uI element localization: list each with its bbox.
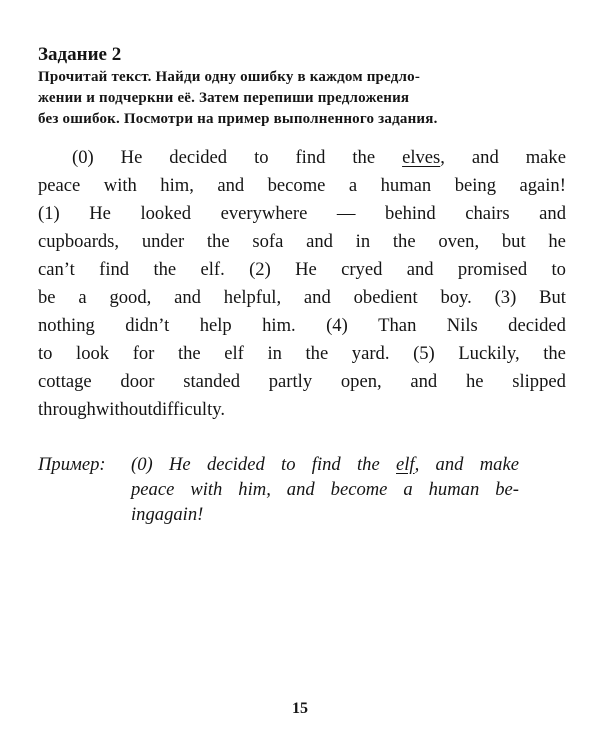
word: again!	[519, 175, 566, 196]
word: and	[410, 371, 438, 392]
word: make	[525, 147, 566, 168]
word: to	[38, 343, 53, 364]
word: but	[501, 231, 526, 252]
word: slipped	[512, 371, 566, 392]
word: with	[190, 479, 223, 500]
word: elf.	[200, 259, 225, 280]
instruction-line: Прочитай текст. Найди одну ошибку в каждом предло-	[38, 69, 421, 85]
word: in	[267, 343, 282, 364]
word: everywhere	[220, 203, 308, 224]
word: he	[548, 231, 566, 252]
word: He	[295, 259, 317, 280]
word: decided	[169, 147, 228, 168]
word: He	[89, 203, 111, 224]
text-line	[38, 312, 566, 340]
word: behind	[385, 203, 436, 224]
word: door	[120, 371, 155, 392]
word: the	[153, 259, 177, 280]
word: and	[406, 259, 434, 280]
example-line	[131, 452, 519, 477]
word: (1)	[38, 203, 60, 224]
word: peace	[131, 479, 175, 500]
word: yard.	[351, 343, 390, 364]
word: become	[330, 479, 388, 500]
underlined-error-word: elves	[402, 147, 441, 168]
word: He	[168, 454, 191, 475]
word: and	[539, 203, 566, 224]
example-text	[131, 452, 519, 527]
word: and	[217, 175, 245, 196]
word: cottage	[38, 371, 92, 392]
text-line	[38, 144, 566, 172]
page-number: 15	[292, 700, 308, 717]
word: But	[539, 287, 566, 308]
word: (3)	[494, 287, 517, 308]
word: open,	[340, 371, 382, 392]
word-with-underline: elf,	[396, 454, 420, 475]
word: in	[355, 231, 371, 252]
word: (2)	[249, 259, 271, 280]
word: Luckily,	[458, 343, 520, 364]
word: through	[38, 399, 96, 420]
text-line	[38, 200, 566, 228]
word: He	[120, 147, 143, 168]
word: make	[479, 454, 519, 475]
word: with	[103, 175, 137, 196]
word: looked	[140, 203, 192, 224]
word: decided	[508, 315, 566, 336]
word: find	[99, 259, 130, 280]
word: standed	[183, 371, 241, 392]
word: (4)	[326, 315, 348, 336]
text-line	[38, 340, 566, 368]
word: and	[435, 454, 464, 475]
word: for	[132, 343, 155, 364]
word: the	[357, 454, 380, 475]
word: elf	[224, 343, 244, 364]
word: and	[306, 231, 333, 252]
word: partly	[268, 371, 313, 392]
word: good,	[109, 287, 152, 308]
underlined-error-word: elf	[396, 454, 415, 475]
word: be	[38, 287, 56, 308]
word: promised	[457, 259, 528, 280]
word: ing	[131, 504, 155, 525]
word: cryed	[341, 259, 383, 280]
word: find	[311, 454, 341, 475]
example-line	[131, 502, 519, 527]
word: (0)	[131, 454, 153, 475]
word: the	[206, 231, 230, 252]
word: a	[78, 287, 87, 308]
word: help	[199, 315, 232, 336]
text-line	[38, 396, 566, 424]
word: cupboards,	[38, 231, 120, 252]
task-instructions	[38, 67, 568, 130]
word: under	[141, 231, 185, 252]
word: without	[95, 399, 153, 420]
word: Nils	[446, 315, 478, 336]
text-line	[38, 284, 566, 312]
word: to	[551, 259, 566, 280]
word: the	[305, 343, 329, 364]
word: the	[543, 343, 566, 364]
word: and	[174, 287, 201, 308]
word: him,	[238, 479, 271, 500]
word: and	[286, 479, 315, 500]
instruction-line: без ошибок. Посмотри на пример выполненного задания.	[38, 111, 438, 127]
word: nothing	[38, 315, 95, 336]
word: to	[281, 454, 296, 475]
word: can’t	[38, 259, 75, 280]
text-line	[38, 256, 566, 284]
word: human	[428, 479, 480, 500]
example-line	[131, 477, 519, 502]
word: sofa	[252, 231, 284, 252]
word: —	[336, 203, 356, 224]
word: he	[465, 371, 484, 392]
word: oven,	[438, 231, 480, 252]
word: a	[348, 175, 358, 196]
task-title: Задание 2	[38, 44, 122, 65]
word: (0)	[72, 147, 94, 168]
text-line	[38, 172, 566, 200]
word: a	[403, 479, 413, 500]
word: and	[303, 287, 331, 308]
word: decided	[206, 454, 265, 475]
word: the	[352, 147, 376, 168]
word: being	[454, 175, 496, 196]
word: (5)	[413, 343, 435, 364]
word: be-	[495, 479, 519, 500]
word: again!	[154, 504, 204, 525]
word: peace	[38, 175, 81, 196]
word: difficulty.	[152, 399, 225, 420]
word: him,	[160, 175, 194, 196]
text-line	[38, 368, 566, 396]
word: boy.	[440, 287, 472, 308]
word: him.	[262, 315, 296, 336]
example-label: Пример:	[38, 454, 106, 475]
word: the	[392, 231, 416, 252]
word: Than	[378, 315, 417, 336]
word: human	[380, 175, 432, 196]
word: look	[76, 343, 110, 364]
word: chairs	[465, 203, 510, 224]
word: find	[295, 147, 326, 168]
word: to	[254, 147, 269, 168]
text-line	[38, 228, 566, 256]
word: the	[177, 343, 201, 364]
instruction-line: жении и подчеркни её. Затем перепиши предложения	[38, 90, 410, 106]
word: obedient	[353, 287, 418, 308]
exercise-text	[38, 144, 566, 424]
word: and	[471, 147, 499, 168]
word: helpful,	[223, 287, 282, 308]
word: become	[267, 175, 326, 196]
word-with-underline: elves,	[402, 147, 445, 168]
word: didn’t	[125, 315, 170, 336]
